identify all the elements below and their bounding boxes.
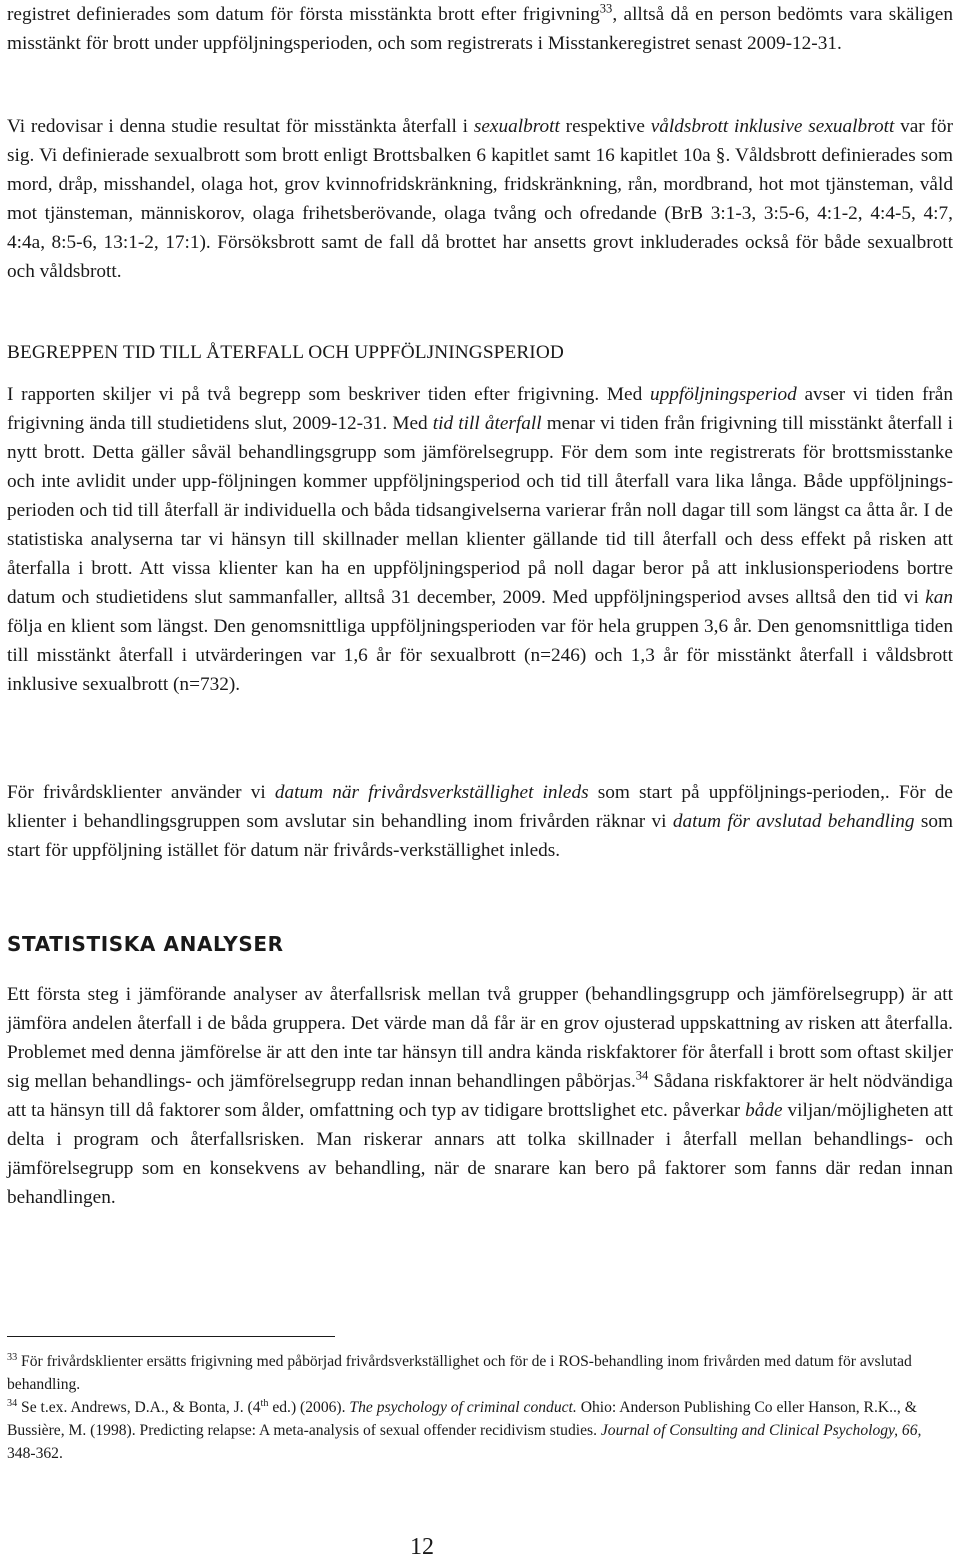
text-run: För frivårdsklienter använder vi <box>7 782 275 803</box>
footnote-number: 33 <box>7 1351 18 1363</box>
text-run: , alltså då en person bedömts vara skäligen misstänkt för brott under uppföljningsperioden, och som registrerats i Misstankeregistret senast 2009-12-31. <box>7 4 953 54</box>
text-run: respektive <box>559 116 651 137</box>
text-run: menar vi tiden från frigivning till misstänkt återfall i nytt brott. Detta gäller såväl behandlingsgrupp som jämförelsegrupp. För dem som inte registrerats för brottsmisstanke och inte avlidit under upp-följningen kommer uppföljningsperiod och tid till återfall vara lika långa. Både uppföljnings-perioden och tid till återfall är individuella och båda tidsangivelserna varierar från noll dagar till som längst ca åtta år. I de statistiska analyserna tar vi hänsyn till skillnader mellan klienter gällande tid till återfall och dess effekt på risken att återfalla i brott. Att vissa klienter kan ha en uppföljningsperiod på noll dagar beror på att inklusionsperiodens bortre datum och studietidens slut sammanfaller, alltså 31 december, 2009. Med uppföljningsperiod avses alltså den tid vi <box>7 413 953 608</box>
text-run: följa en klient som längst. Den genomsnittliga uppföljningsperioden var för hela gruppen 3,6 år. Den genomsnittliga tiden till misstänkt återfall i utvärderingen var 1,6 år för sexualbrott (n=246) och 1,3 år för misstänkt återfall i våldsbrott inklusive sexualbrott (n=732). <box>7 616 953 695</box>
journal-title: Journal of Consulting and Clinical Psychology, 66, <box>600 1422 922 1439</box>
italic-term: våldsbrott inklusive sexualbrott <box>650 116 895 137</box>
paragraph-probation-clients <box>7 778 953 865</box>
text-run: som start på uppföljnings-perioden,. För de klienter i behandlingsgruppen som avslutar sin behandling inom frivården räknar vi <box>7 782 953 832</box>
text-run: Sådana riskfaktorer är helt nödvändiga att ta hänsyn till då faktorer som ålder, omfattning och typ av tidigare brottslighet etc. påverkar <box>7 1071 953 1121</box>
page-number: 12 <box>410 1534 434 1560</box>
paragraph-crime-definitions <box>7 112 953 286</box>
italic-term: uppföljningsperiod <box>649 384 797 405</box>
footnote-text: Ohio: Anderson Publishing Co eller Hanson, R.K.., & Bussière, M. (1998). Predicting relapse: A meta-analysis of sexual offender recidivism studies. <box>7 1399 917 1439</box>
book-title: The psychology of criminal conduct. <box>349 1399 577 1416</box>
section-heading-time-concepts: BEGREPPEN TID TILL ÅTERFALL OCH UPPFÖLJNINGSPERIOD <box>7 342 564 363</box>
footnote-text: 348-362. <box>7 1445 63 1462</box>
footnote-text: ed.) (2006). <box>268 1399 350 1416</box>
text-run: Vi redovisar i denna studie resultat för misstänkta återfall i <box>7 116 474 137</box>
section-heading-statistical-analyses: STATISTISKA ANALYSER <box>7 932 284 956</box>
italic-term: både <box>745 1100 783 1121</box>
italic-term: tid till återfall <box>432 413 542 434</box>
text-run: I rapporten skiljer vi på två begrepp som beskriver tiden efter frigivning. Med <box>7 384 650 405</box>
paragraph-time-concepts <box>7 380 953 699</box>
footnote-number: 34 <box>7 1397 18 1409</box>
footnote-ref-34[interactable]: 34 <box>635 1068 649 1083</box>
footnote-text: För frivårdsklienter ersätts frigivning med påbörjad frivårdsverkställighet och för de i ROS-behandling inom frivården med datum för avslutad behandling. <box>7 1353 912 1393</box>
text-run: Ett första steg i jämförande analyser av återfallsrisk mellan två grupper (behandlingsgrupp och jämförelsegrupp) är att jämföra andelen återfall i de båda gruppera. Det värde man då får är en grov ojusterad uppskattning av risken att återfalla. Problemet med denna jämförelse är att den inte tar hänsyn till andra kända riskfaktorer för återfall i brott som oftast skiljer sig mellan behandlings- och jämförelsegrupp redan innan behandlingen påbörjas. <box>7 984 953 1092</box>
paragraph-statistical-analyses <box>7 980 953 1212</box>
ordinal-suffix: th <box>260 1397 269 1409</box>
text-run: var för sig. Vi definierade sexualbrott som brott enligt Brottsbalken 6 kapitlet samt 16 kapitlet 10a §. Våldsbrott definierades som mord, dråp, misshandel, olaga hot, grov kvinnofridskränkning, fridskränkning, rån, mordbrand, hot mot tjänsteman, våld mot tjänsteman, människorov, olaga frihetsberövande, olaga tvång och ofredande (BrB 3:1-3, 3:5-6, 4:1-2, 4:4-5, 4:7, 4:4a, 8:5-6, 13:1-2, 17:1). Försöksbrott samt de fall då brottet har ansetts grovt inkluderades också för både sexualbrott och våldsbrott. <box>7 116 953 282</box>
footnote-34 <box>7 1396 953 1465</box>
footnote-33 <box>7 1350 953 1396</box>
text-run: viljan/möjligheten att delta i program och återfallsrisken. Man riskerar annars att tolka skillnader i återfall mellan behandlings- och jämförelsegrupp som en konsekvens av behandling, när de snarare kan bero på faktorer som fanns där redan innan behandlingen. <box>7 1100 953 1208</box>
italic-term: datum när frivårdsverkställighet inleds <box>274 782 589 803</box>
footnote-text: Se t.ex. Andrews, D.A., & Bonta, J. (4 <box>17 1399 261 1416</box>
italic-term: sexualbrott <box>473 116 560 137</box>
italic-term: kan <box>925 587 953 608</box>
footnote-ref-33[interactable]: 33 <box>599 1 613 16</box>
text-run: som start för uppföljning istället för datum när frivårds-verkställighet inleds. <box>7 811 953 861</box>
paragraph-recidivism-definition <box>7 0 953 58</box>
footnote-separator <box>7 1336 335 1337</box>
text-run: registret definierades som datum för första misstänkta brott efter frigivning <box>7 4 600 25</box>
text-run: avser vi tiden från frigivning ända till studietidens slut, 2009-12-31. Med <box>7 384 953 434</box>
italic-term: datum för avslutad behandling <box>672 811 915 832</box>
